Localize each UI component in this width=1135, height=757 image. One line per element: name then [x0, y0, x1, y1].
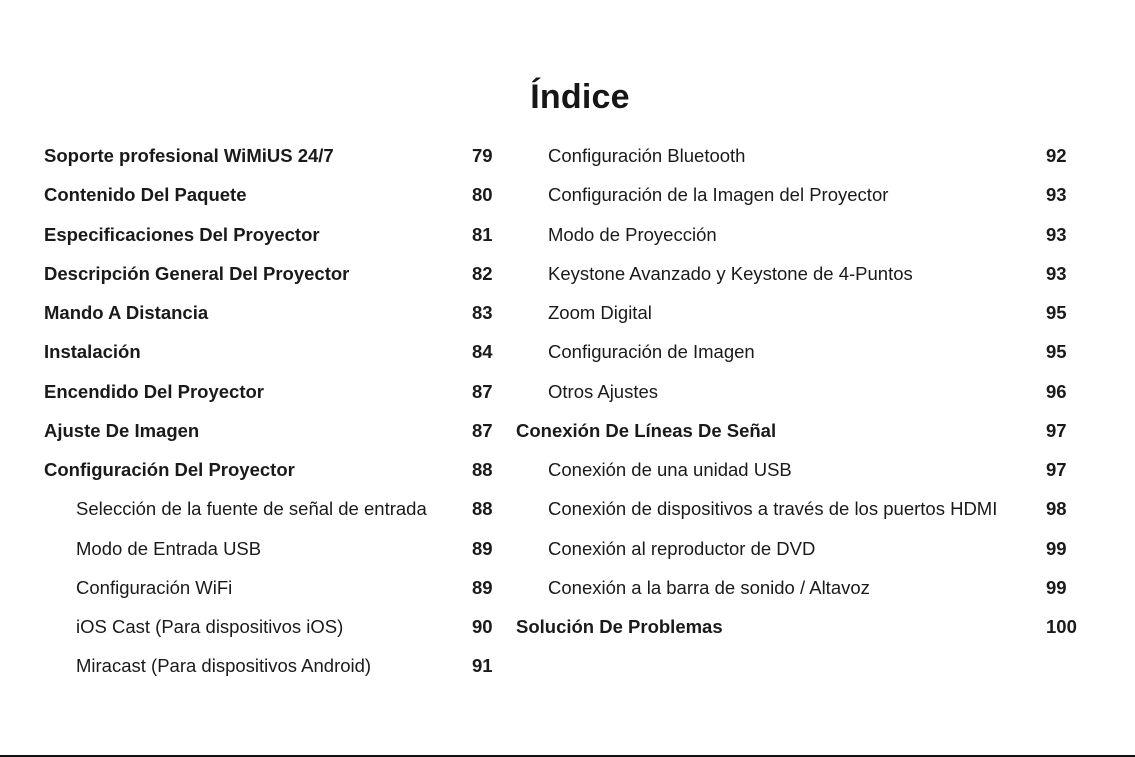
toc-subentry[interactable] — [44, 529, 498, 568]
toc-entry-label: Otros Ajustes — [548, 380, 659, 402]
toc-entry-label: Conexión de una unidad USB — [548, 459, 792, 480]
toc-entry-label: Conexión a la barra de sonido / Altavoz — [548, 576, 870, 598]
toc-subentry[interactable] — [516, 529, 1080, 568]
toc-subentry[interactable] — [516, 215, 1080, 254]
toc-entry[interactable] — [44, 254, 498, 293]
toc-entry-label: Especificaciones Del Proyector — [44, 223, 320, 245]
toc-entry-label: Selección de la fuente de señal de entrada — [76, 498, 427, 520]
toc-entry-label: Zoom Digital — [548, 302, 652, 323]
toc-entry-label: Modo de Entrada USB — [76, 537, 262, 559]
toc-entry-page: 91 — [472, 655, 493, 677]
toc-subentry[interactable] — [44, 489, 498, 528]
toc-entry-label: Modo de Proyección — [548, 223, 717, 245]
page-title: Índice — [530, 78, 630, 116]
toc-entry-page: 93 — [1046, 184, 1067, 206]
toc-entry-page: 99 — [1046, 576, 1067, 598]
toc-entry-page: 95 — [1046, 341, 1067, 363]
toc-subentry[interactable] — [516, 332, 1080, 371]
toc-entry-page: 99 — [1046, 537, 1067, 559]
toc-entry-page: 96 — [1046, 380, 1067, 402]
toc-entry-page: 88 — [472, 459, 493, 480]
toc-entry[interactable] — [44, 411, 498, 450]
toc-entry[interactable] — [44, 293, 498, 332]
toc-entry-page: 98 — [1046, 498, 1067, 520]
toc-entry-label: Solución De Problemas — [516, 616, 723, 637]
toc-entry-label: Instalación — [44, 341, 141, 363]
toc-entry[interactable] — [44, 372, 498, 411]
toc-entry-page: 89 — [472, 537, 493, 559]
toc-entry-label: Miracast (Para dispositivos Android) — [76, 655, 372, 677]
toc-entry-label: Configuración de Imagen — [548, 341, 755, 363]
toc-entry-label: Conexión al reproductor de DVD — [548, 537, 816, 559]
toc-entry-page: 93 — [1046, 223, 1067, 245]
toc-entry-page: 89 — [472, 576, 493, 598]
toc-entry-label: Configuración de la Imagen del Proyector — [548, 184, 889, 206]
toc-entry-label: Soporte profesional WiMiUS 24/7 — [44, 145, 334, 166]
toc-subentry[interactable] — [516, 489, 1080, 528]
toc-entry-page: 90 — [472, 616, 493, 637]
toc-entry-page: 83 — [472, 302, 493, 323]
toc-entry-page: 97 — [1046, 419, 1067, 441]
toc-subentry[interactable] — [516, 450, 1080, 489]
toc-subentry[interactable] — [516, 568, 1080, 607]
toc-left-column — [44, 136, 498, 686]
toc-subentry[interactable] — [516, 372, 1080, 411]
toc-entry-page: 87 — [472, 419, 493, 441]
toc-entry-page: 79 — [472, 145, 493, 166]
toc-entry-label: Descripción General Del Proyector — [44, 262, 350, 284]
toc-entry-page: 93 — [1046, 262, 1067, 284]
toc-entry-label: Configuración Bluetooth — [548, 145, 746, 166]
toc-entry-page: 84 — [472, 341, 493, 363]
toc-entry-page: 95 — [1046, 302, 1067, 323]
toc-entry[interactable] — [44, 450, 498, 489]
toc-entry-label: iOS Cast (Para dispositivos iOS) — [76, 616, 344, 637]
toc-entry-label: Configuración WiFi — [76, 576, 233, 598]
toc-subentry[interactable] — [516, 136, 1080, 175]
toc-entry-label: Mando A Distancia — [44, 302, 209, 323]
toc-entry-label: Conexión De Líneas De Señal — [516, 419, 777, 441]
toc-entry-label: Keystone Avanzado y Keystone de 4-Puntos — [548, 262, 913, 284]
toc-entry-page: 97 — [1046, 459, 1067, 480]
toc-entry[interactable] — [516, 411, 1080, 450]
toc-entry[interactable] — [44, 332, 498, 371]
toc-entry-label: Ajuste De Imagen — [44, 419, 200, 441]
toc-entry-label: Configuración Del Proyector — [44, 459, 295, 480]
toc-entry-page: 82 — [472, 262, 493, 284]
toc-entry-page: 88 — [472, 498, 493, 520]
toc-entry[interactable] — [44, 175, 498, 214]
toc-entry-label: Contenido Del Paquete — [44, 184, 247, 206]
toc-entry-page: 87 — [472, 380, 493, 402]
toc-subentry[interactable] — [516, 293, 1080, 332]
toc-subentry[interactable] — [44, 568, 498, 607]
toc-right-column — [516, 136, 1080, 646]
toc-subentry[interactable] — [516, 254, 1080, 293]
toc-entry-page: 81 — [472, 223, 493, 245]
toc-entry-label: Encendido Del Proyector — [44, 380, 264, 402]
toc-entry-page: 100 — [1046, 616, 1077, 637]
toc-entry-page: 80 — [472, 184, 493, 206]
toc-entry-page: 92 — [1046, 145, 1067, 166]
toc-entry[interactable] — [516, 607, 1080, 646]
toc-entry[interactable] — [44, 136, 498, 175]
toc-subentry[interactable] — [516, 175, 1080, 214]
toc-subentry[interactable] — [44, 646, 498, 685]
toc-entry[interactable] — [44, 215, 498, 254]
toc-subentry[interactable] — [44, 607, 498, 646]
toc-entry-label: Conexión de dispositivos a través de los puertos HDMI — [548, 498, 998, 520]
